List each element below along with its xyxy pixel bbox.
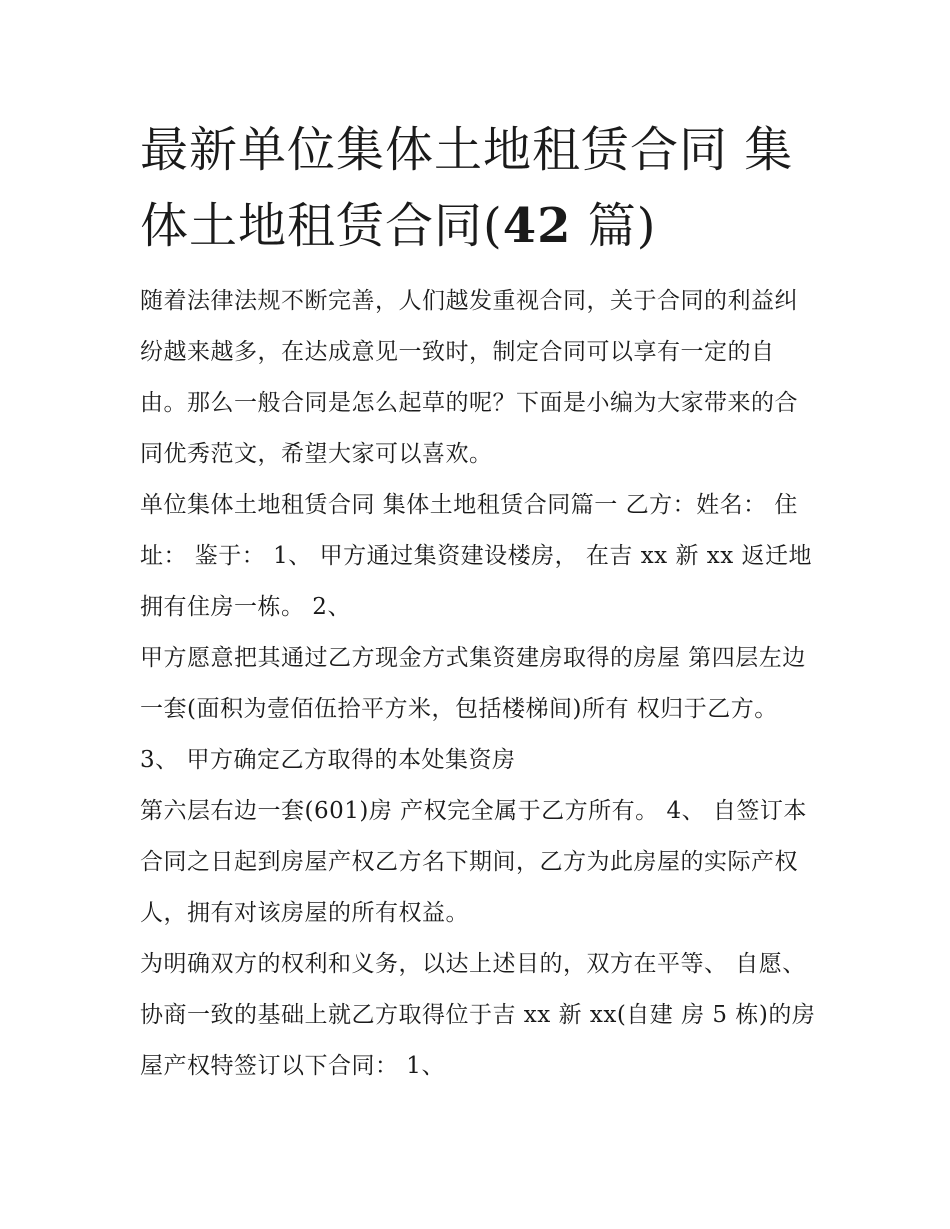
title-suffix: 篇) [571, 198, 657, 254]
document-title [140, 112, 820, 264]
paragraph-intro: 随着法律法规不断完善，人们越发重视合同，关于合同的利益纠纷越来越多，在达成意见一致时，制定合同可以享有一定的自由。那么一般合同是怎么起草的呢？下面是小编为大家带来的合同优秀范文，希望大家可以喜欢。 [140, 288, 798, 467]
title-count: 42 [502, 198, 572, 254]
paragraph-clause-2: 甲方愿意把其通过乙方现金方式集资建房取得的房屋 第四层左边一套(面积为壹佰伍拾平方米，包括楼梯间)所有 权归于乙方。 3、 甲方确定乙方取得的本处集资房 [140, 645, 806, 773]
paragraph-parties: 单位集体土地租赁合同 集体土地租赁合同篇一 乙方：姓名： 住址： 鉴于： 1、 甲方通过集资建设楼房， 在吉 xx 新 xx 返迁地拥有住房一栋。 2、 [140, 492, 813, 620]
title-text: 最新单位集体土地租赁合同 集体土地租赁合同( [140, 122, 794, 254]
paragraph-purpose: 为明确双方的权利和义务，以达上述目的，双方在平等、 自愿、协商一致的基础上就乙方取得位于吉 xx 新 xx(自建 房 5 栋)的房屋产权特签订以下合同： 1、 [140, 951, 816, 1079]
paragraph-clause-3: 第六层右边一套(601)房 产权完全属于乙方所有。 4、 自签订本合同之日起到房屋产权乙方名下期间，乙方为此房屋的实际产权人，拥有对该房屋的所有权益。 [140, 798, 807, 926]
document-body [140, 276, 820, 1092]
